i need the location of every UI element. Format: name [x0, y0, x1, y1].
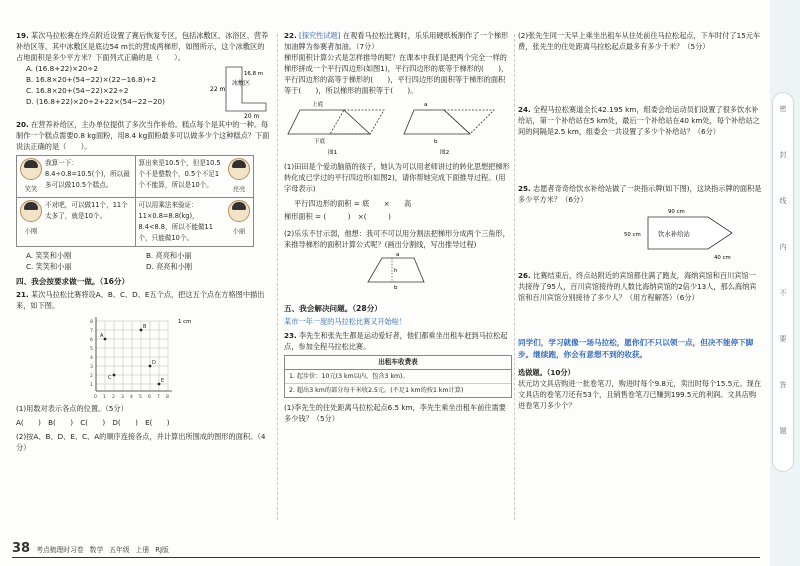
- q20-number: 20.: [16, 120, 29, 129]
- svg-text:3: 3: [121, 395, 124, 400]
- extra-text: 状元坊文具店购进一批卷笔刀，购进时每个9.8元，卖出时每个15.5元。现在文具店的卷笔刀还有53个，且销售卷笔刀已赚到199.5元的利润。文具店购进卷笔刀多少个？: [518, 379, 762, 410]
- q19-figure: [208, 63, 270, 120]
- strip-char-5: 不: [779, 289, 787, 297]
- question-22: [284, 30, 512, 293]
- divider-2: [514, 34, 515, 520]
- avatar-xiaoli: [228, 200, 250, 222]
- svg-text:6: 6: [148, 395, 151, 400]
- footer-rule: [12, 557, 760, 558]
- column-middle: [284, 30, 512, 428]
- svg-text:1: 1: [103, 395, 106, 400]
- extra-title: 选做题。（10分）: [518, 368, 575, 377]
- section-5-subtitle: 某市一年一度的马拉松比赛又开始啦！: [284, 317, 407, 326]
- fig3-a: a: [396, 252, 400, 258]
- extra-question: [518, 367, 762, 411]
- fig1-lower-label: 下底: [314, 139, 326, 145]
- footer-version: RJ版: [155, 545, 169, 554]
- fig1-caption: 图1: [328, 150, 338, 156]
- q21-points[interactable]: A( ) B( ) C( ) D( ) E( ): [16, 418, 170, 427]
- question-23: [284, 330, 512, 424]
- binding-strip-pill: [772, 92, 794, 472]
- strip-char-6: 要: [779, 335, 787, 343]
- fare-row-1: 1. 起步价：10元(3 km以内，包含3 km)。: [285, 370, 511, 384]
- q25-sign-label: 饮水补给站: [658, 230, 690, 238]
- svg-text:2: 2: [90, 374, 93, 379]
- q25-width: 90 cm: [668, 209, 685, 215]
- q19-fig-w: 22 m: [210, 86, 226, 93]
- svg-text:6: 6: [90, 338, 93, 343]
- q21-scale: 1 cm: [178, 319, 192, 325]
- svg-text:4: 4: [130, 395, 133, 400]
- fig2-b: b: [434, 139, 438, 145]
- q19-fig-h: 20 m: [244, 113, 260, 120]
- q19-option-a[interactable]: A. (16.8+22)×20÷2: [26, 64, 98, 73]
- svg-text:C: C: [108, 375, 112, 381]
- q19-number: 19.: [16, 31, 29, 40]
- svg-text:5: 5: [90, 347, 93, 352]
- svg-text:1: 1: [90, 383, 93, 388]
- fig2-caption: 图2: [440, 150, 450, 156]
- encouragement-tip: 同学们，学习就像一场马拉松，愿你们不只以领一点，但决不能停下脚步。继续跑，你会有意想不到的收获。: [518, 338, 754, 359]
- q25-sign-figure: [518, 205, 758, 263]
- q20-cell-liangliang: 算出来是10.5个，但是10.5个不是整数个，0.5个不足1个不能算，所以是10个。: [138, 159, 221, 189]
- name-xiaoli: 小丽: [232, 227, 246, 235]
- name-liangliang: 亮亮: [232, 185, 246, 193]
- svg-text:8: 8: [166, 395, 169, 400]
- question-21: [16, 289, 270, 453]
- q22-fig3: [284, 250, 512, 290]
- q22-formula-2[interactable]: 梯形面积 = ( ) ×( ): [284, 212, 391, 221]
- fare-table: [284, 355, 512, 398]
- svg-text:8: 8: [90, 320, 93, 325]
- q20-option-c[interactable]: C. 笑笑和小丽: [26, 262, 72, 271]
- question-20: [16, 119, 270, 272]
- q26-text: 比赛结束后，终点站附近的宾馆都住满了跑友，海纳宾馆和百川宾馆一共接待了95人，百川宾馆接待的人数比海纳宾馆的2倍少13人，那么海纳宾馆和百川宾馆分别接待了多少人？（用方程解答）（6分）: [518, 271, 757, 302]
- strip-char-8: 题: [779, 427, 787, 435]
- q22-figures: [284, 96, 512, 158]
- q22-number: 22.: [284, 31, 297, 40]
- question-19: [16, 30, 270, 120]
- q25-text: 志愿者奇奇给饮水补给站做了一块指示牌(如下图)，这块指示牌的面积是多少平方米？（6分）: [518, 184, 762, 204]
- divider-1: [277, 34, 278, 520]
- strip-char-2: 封: [779, 151, 787, 159]
- svg-text:3: 3: [90, 365, 93, 370]
- name-xiaogang: 小刚: [24, 227, 38, 235]
- fig2-a: a: [424, 102, 428, 108]
- svg-text:E: E: [161, 378, 165, 384]
- q19-fig-label: 冰敷区: [232, 80, 251, 87]
- name-xiaoxiao: 笑笑: [24, 185, 38, 193]
- q19-option-d[interactable]: D. (16.8+22)×20÷2+22×(54−22−20): [26, 97, 165, 106]
- question-26: [518, 270, 762, 303]
- q21-grid: [86, 313, 206, 403]
- q26-number: 26.: [518, 271, 531, 280]
- question-25: [518, 183, 762, 266]
- column-right: [518, 30, 762, 415]
- section-5-title: 五、我会解决问题。（28分）: [284, 304, 382, 313]
- svg-text:2: 2: [112, 395, 115, 400]
- q20-cell-xiaogang: 不对吧，可以做11个，11个太多了，就是10个。: [45, 201, 128, 220]
- avatar-xiaoxiao: [20, 158, 42, 180]
- q20-cell-xiaoxiao: 我算一下：8.4÷0.8=10.5(个)，所以最多可以做10.5个糕点。: [45, 159, 130, 189]
- q21-text: 某次马拉松比赛将设A、B、C、D、E五个点，把这五个点在方格图中描出来，如下图。: [16, 290, 265, 310]
- q23-part1: (1)李先生的住处距离马拉松起点6.5 km，李先生乘坐出租车前往需要多少钱？（5分）: [284, 403, 506, 423]
- svg-text:5: 5: [139, 395, 142, 400]
- question-23-part2: (2)张先生同一天早上乘坐出租车从住处前往马拉松起点，下车时付了15元车费，张先生的住处距离马拉松起点最多有多少千米？（5分）: [518, 31, 761, 51]
- page-number: 38: [12, 541, 31, 556]
- strip-char-3: 线: [779, 197, 787, 205]
- q25-number: 25.: [518, 184, 531, 193]
- svg-text:D: D: [152, 360, 156, 366]
- q22-part2: (2)乐乐不甘示弱，他想：我可不可以用分割法把梯形分成两个三角形，来推导梯形的面积计算公式呢？(画出分割线，写出推导过程): [284, 229, 510, 249]
- fare-title: 出租车收费表: [285, 356, 511, 370]
- fare-row-2: 2. 超出3 km的部分每千米收2.5元。(不足1 km的按1 km计算): [289, 387, 464, 394]
- strip-char-1: 密: [779, 105, 787, 113]
- svg-text:4: 4: [90, 356, 93, 361]
- footer-subject: 数学: [89, 545, 104, 554]
- q20-text: 在营养补给区，主办单位提供了多次当作补给。糕点每个是其中的一种。每制作一个糕点需要0.8 kg面粉，用8.4 kg面粉最多可以做多少个这种糕点？下面说法正确的是（ ）。: [16, 120, 270, 151]
- footer-book: 考点梳理时习卷: [36, 545, 84, 554]
- q22-text: 在观看马拉松比赛时，乐乐用硬纸板制作了一个梯形加油牌为参赛者加油。（7分）: [284, 31, 509, 51]
- svg-text:0: 0: [94, 395, 97, 400]
- footer-term: 上册: [135, 545, 150, 554]
- q21-part2: (2)按A、B、D、E、C、A的顺序连接各点，并计算出所围成的图形的面积。（4分）: [16, 432, 266, 452]
- avatar-xiaogang: [20, 200, 42, 222]
- q22-body: 梯形面积计算公式是怎样推导的呢？在课本中我们是把两个完全一样的梯形拼成一个平行四边形(如图1)，平行四边形的底等于梯形的( )，平行四边形的高等于梯形的( )，平行四边形的面积等于梯形的面积等于( )，所以梯形的面积等于( )。: [284, 53, 509, 95]
- section-4-title: 四、我会按要求做一做。（16分）: [16, 277, 130, 286]
- strip-char-7: 答: [779, 381, 787, 389]
- q20-cell-xiaoli: 可以用乘法来验证：11×0.8=8.8(kg)，8.4<8.8，所以不能做11个，只能做10个。: [138, 201, 213, 242]
- fig3-b: b: [394, 285, 398, 291]
- binding-strip: [770, 0, 800, 566]
- q22-tag: [探究性试题]: [299, 31, 341, 40]
- q25-height: 50 cm: [624, 232, 641, 238]
- avatar-liangliang: [228, 158, 250, 180]
- question-24: [518, 104, 762, 137]
- svg-text:B: B: [143, 324, 147, 330]
- svg-text:7: 7: [157, 395, 160, 400]
- q21-number: 21.: [16, 290, 29, 299]
- q19-option-b[interactable]: B. 16.8×20+(54−22)×(22−16.8)÷2: [26, 75, 157, 84]
- svg-text:7: 7: [90, 329, 93, 334]
- q19-fig-side: 16.8 m: [244, 71, 263, 77]
- strip-char-4: 内: [779, 243, 787, 251]
- svg-text:A: A: [100, 333, 104, 339]
- footer-grade: 五年级: [109, 545, 130, 554]
- q20-option-b[interactable]: B. 亮亮和小丽: [146, 251, 192, 260]
- fig1-upper-label: 上底: [312, 102, 324, 108]
- q19-text: 某次马拉松赛在终点附近设置了赛后恢复专区，包括冰敷区、冰浴区、营养补给区等。其中冰敷区是底边54 m长的营成两梯形，如图所示，这个冰敷区的占地面积是多少平方米？下面列式正确的是（ ）。: [16, 31, 269, 62]
- page-footer: [12, 541, 169, 556]
- q24-number: 24.: [518, 105, 531, 114]
- q23-number: 23.: [284, 331, 297, 340]
- q25-tip: 40 cm: [714, 255, 731, 261]
- column-left: [16, 30, 270, 457]
- q20-option-a[interactable]: A. 笑笑和小刚: [26, 251, 72, 260]
- q24-text: 全程马拉松赛道全长42.195 km，组委会给运动员们设置了很多饮水补给站，第一个补给站在5 km处，最后一个补给站在40 km处，每个补给站之间的间隔是2.5 km，组委会一共设置了多少个补给站？（6分）: [518, 105, 760, 136]
- q21-part1: (1)用数对表示各点的位置。（5分）: [16, 404, 128, 413]
- q22-part1: (1)田田是个爱动脑筋的孩子，她认为可以用老师讲过的转化思想把梯形转化成已学过的平行四边形(如图2)，请你帮她完成下面推导过程。(用字母表示): [284, 162, 510, 193]
- q23-text: 李先生和张先生都是运动爱好者，他们都乘坐出租车赶到马拉松起点，参加全程马拉松比赛。: [284, 331, 508, 351]
- q20-dialogue-table: [16, 155, 254, 247]
- q22-formula-1: 平行四边形的面积 = 底 × 高: [294, 199, 412, 208]
- q20-option-d[interactable]: D. 亮亮和小刚: [146, 262, 193, 271]
- q19-option-c[interactable]: C. 16.8×20+(54−22)×22÷2: [26, 86, 129, 95]
- fig3-h: h: [394, 268, 398, 274]
